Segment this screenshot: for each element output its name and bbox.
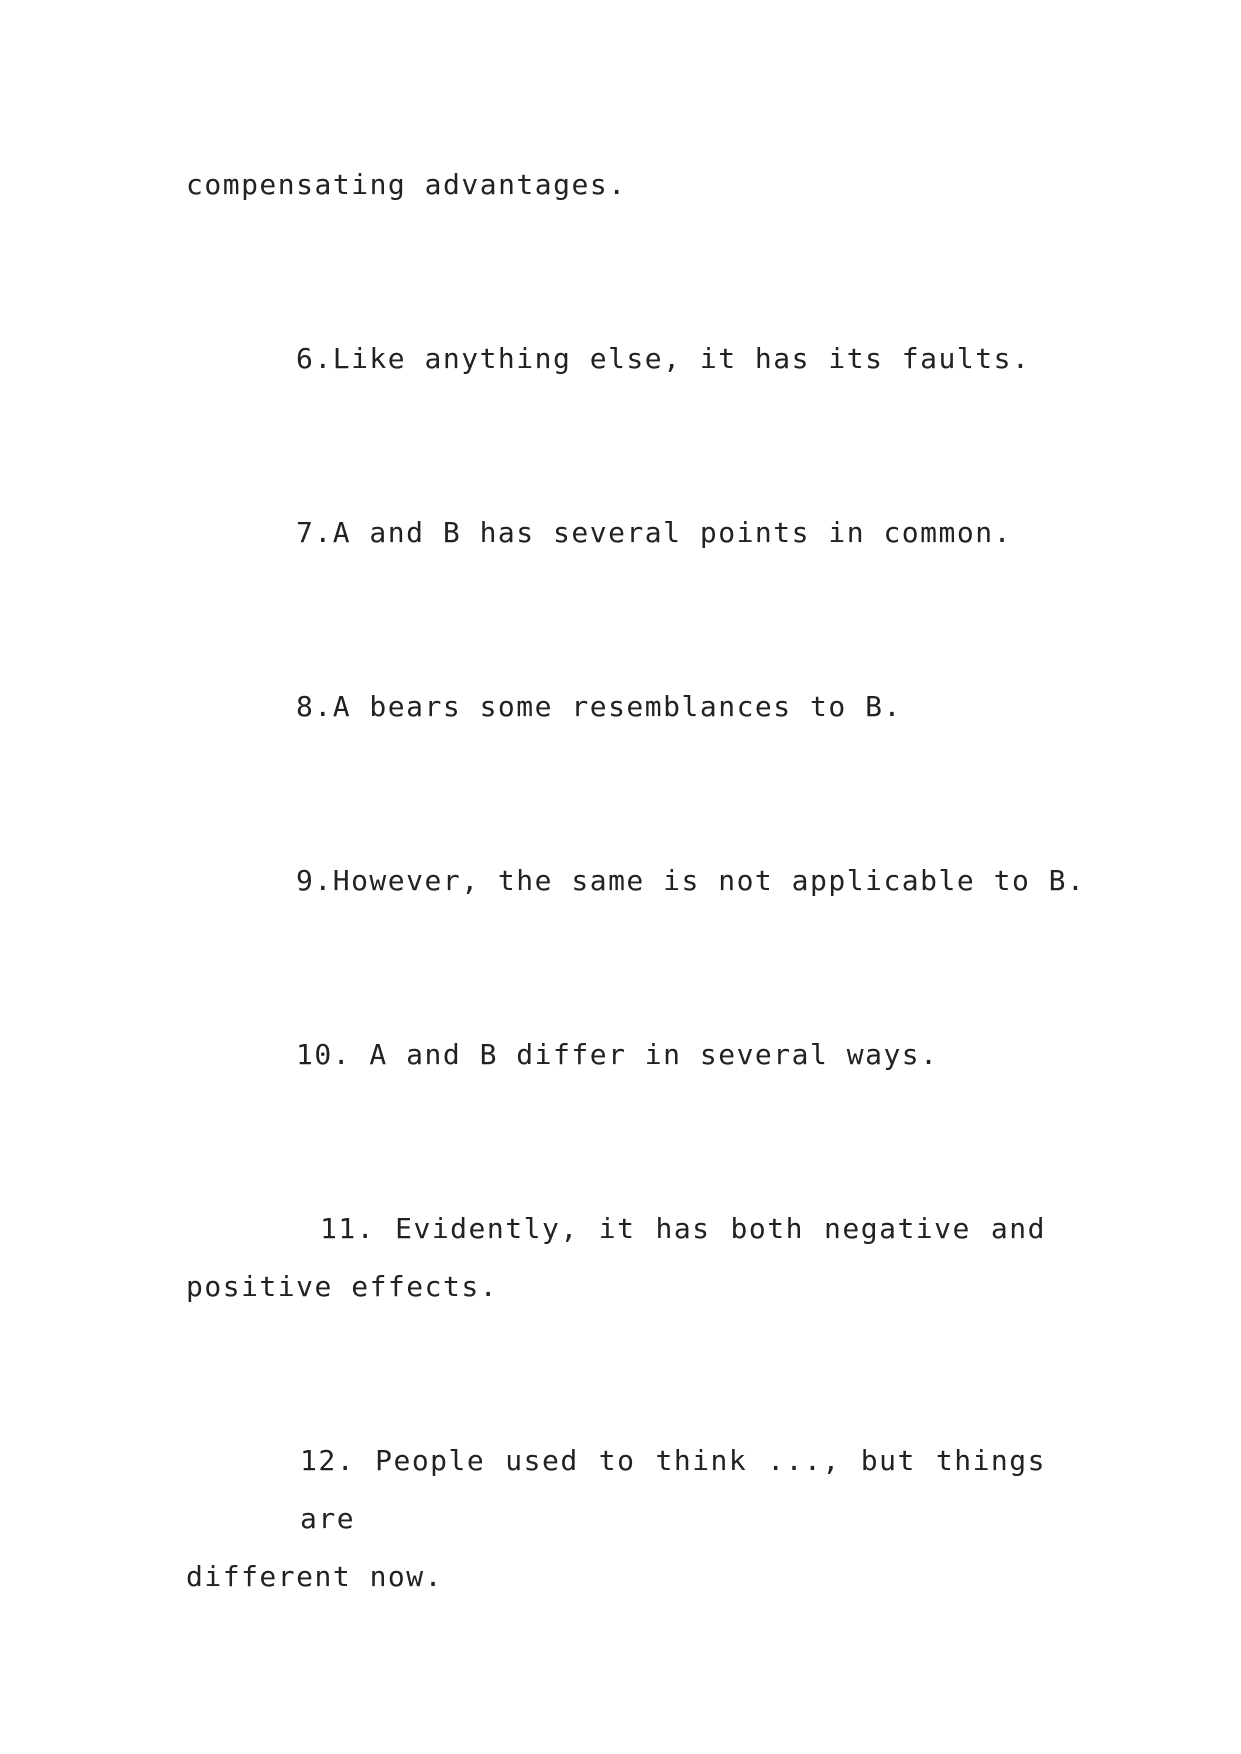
list-item-8: 8.A bears some resemblances to B. — [296, 690, 902, 723]
list-item-6: 6.Like anything else, it has its faults. — [296, 342, 1031, 375]
list-item-12-line-2: different now. — [186, 1560, 444, 1593]
list-item-7: 7.A and B has several points in common. — [296, 516, 1012, 549]
list-item-10: 10. A and B differ in several ways. — [296, 1038, 939, 1071]
list-item-12 — [186, 1432, 1046, 1606]
list-item-12-line-1: 12. People used to think ..., but things are — [300, 1444, 1046, 1535]
list-item-9: 9.However, the same is not applicable to B. — [296, 864, 1086, 897]
list-item-11 — [186, 1200, 1046, 1316]
text-line-continuation: compensating advantages. — [186, 168, 627, 201]
list-item-11-line-2: positive effects. — [186, 1270, 499, 1303]
list-item-11-line-1: 11. Evidently, it has both negative and — [320, 1212, 1046, 1245]
